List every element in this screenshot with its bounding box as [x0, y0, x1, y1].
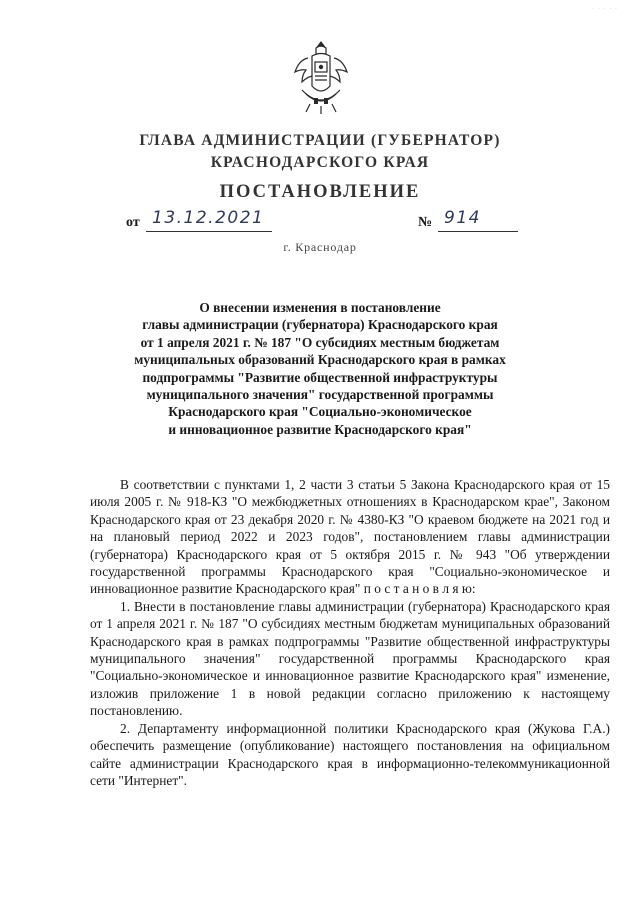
handwritten-number: 914 [444, 208, 481, 228]
item-1-paragraph: 1. Внести в постановление главы администрации (губернатора) Краснодарского края от 1 апреля 2021 г. № 187 "О субсидиях местным бюджетам муниципальных образований Краснодарского края в рамках подпрограммы "Развитие общественной инфраструктуры муниципального значения" государственной программы Краснодарского края "Социально-экономическое и инновационное развитие Краснодарского края" изменение, изложив приложение 1 в новой редакции согласно приложению к настоящему постановлению. [90, 598, 610, 719]
date-label: от [126, 215, 140, 230]
document-type: ПОСТАНОВЛЕНИЕ [219, 182, 421, 202]
krasnodar-coat-of-arms-icon [292, 38, 350, 116]
organization-line-2: КРАСНОДАРСКОГО КРАЯ [210, 154, 430, 171]
item-2-paragraph: 2. Департаменту информационной политики Краснодарского края (Жукова Г.А.) обеспечить размещение (опубликование) настоящего постановления на официальном сайте администрации Краснодарского края в информационно-телекоммуникационной сети "Интернет". [90, 720, 610, 788]
organization-line-1: ГЛАВА АДМИНИСТРАЦИИ (ГУБЕРНАТОР) [139, 132, 501, 149]
scan-corner-mark: · · · · · [592, 6, 618, 12]
document-title [120, 299, 520, 438]
handwritten-date: 13.12.2021 [152, 208, 265, 228]
title-line: муниципального значения" государственной программы [146, 387, 494, 403]
title-line: и инновационное развитие Краснодарского края" [168, 421, 472, 437]
resolve-word: п о с т а н о в л я ю: [363, 581, 476, 597]
title-line: от 1 апреля 2021 г. № 187 "О субсидиях местным бюджетам [140, 334, 500, 350]
organization-name [0, 130, 640, 174]
preamble-text: В соответствии с пунктами 1, 2 части 3 статьи 5 Закона Краснодарского края от 15 июля 2005 г. № 918-КЗ "О межбюджетных отношениях в Краснодарском крае", Законом Краснодарского края от 23 декабря 2020 г. № 4380-КЗ "О краевом бюджете на 2021 год и на плановый период 2022 и 2023 годов", постановлением главы администрации (губернатора) Краснодарского края от 5 октября 2015 г. № 943 "Об утверждении государственной программы Краснодарского края "Социально-экономическое и инновационное развитие Краснодарского края" [90, 477, 610, 597]
title-line: Краснодарского края "Социально-экономическое [168, 404, 472, 420]
number-label: № [418, 215, 433, 230]
title-line: подпрограммы "Развитие общественной инфраструктуры [142, 369, 498, 385]
number-field [438, 208, 518, 232]
preamble-paragraph [90, 476, 610, 598]
title-line: главы администрации (губернатора) Краснодарского края [142, 317, 498, 333]
title-line: О внесении изменения в постановление [199, 300, 441, 315]
date-number-row [126, 208, 526, 236]
document-body [90, 476, 610, 789]
date-field [146, 208, 272, 232]
city: г. Краснодар [283, 240, 357, 254]
title-line: муниципальных образований Краснодарского края в рамках [134, 352, 506, 368]
